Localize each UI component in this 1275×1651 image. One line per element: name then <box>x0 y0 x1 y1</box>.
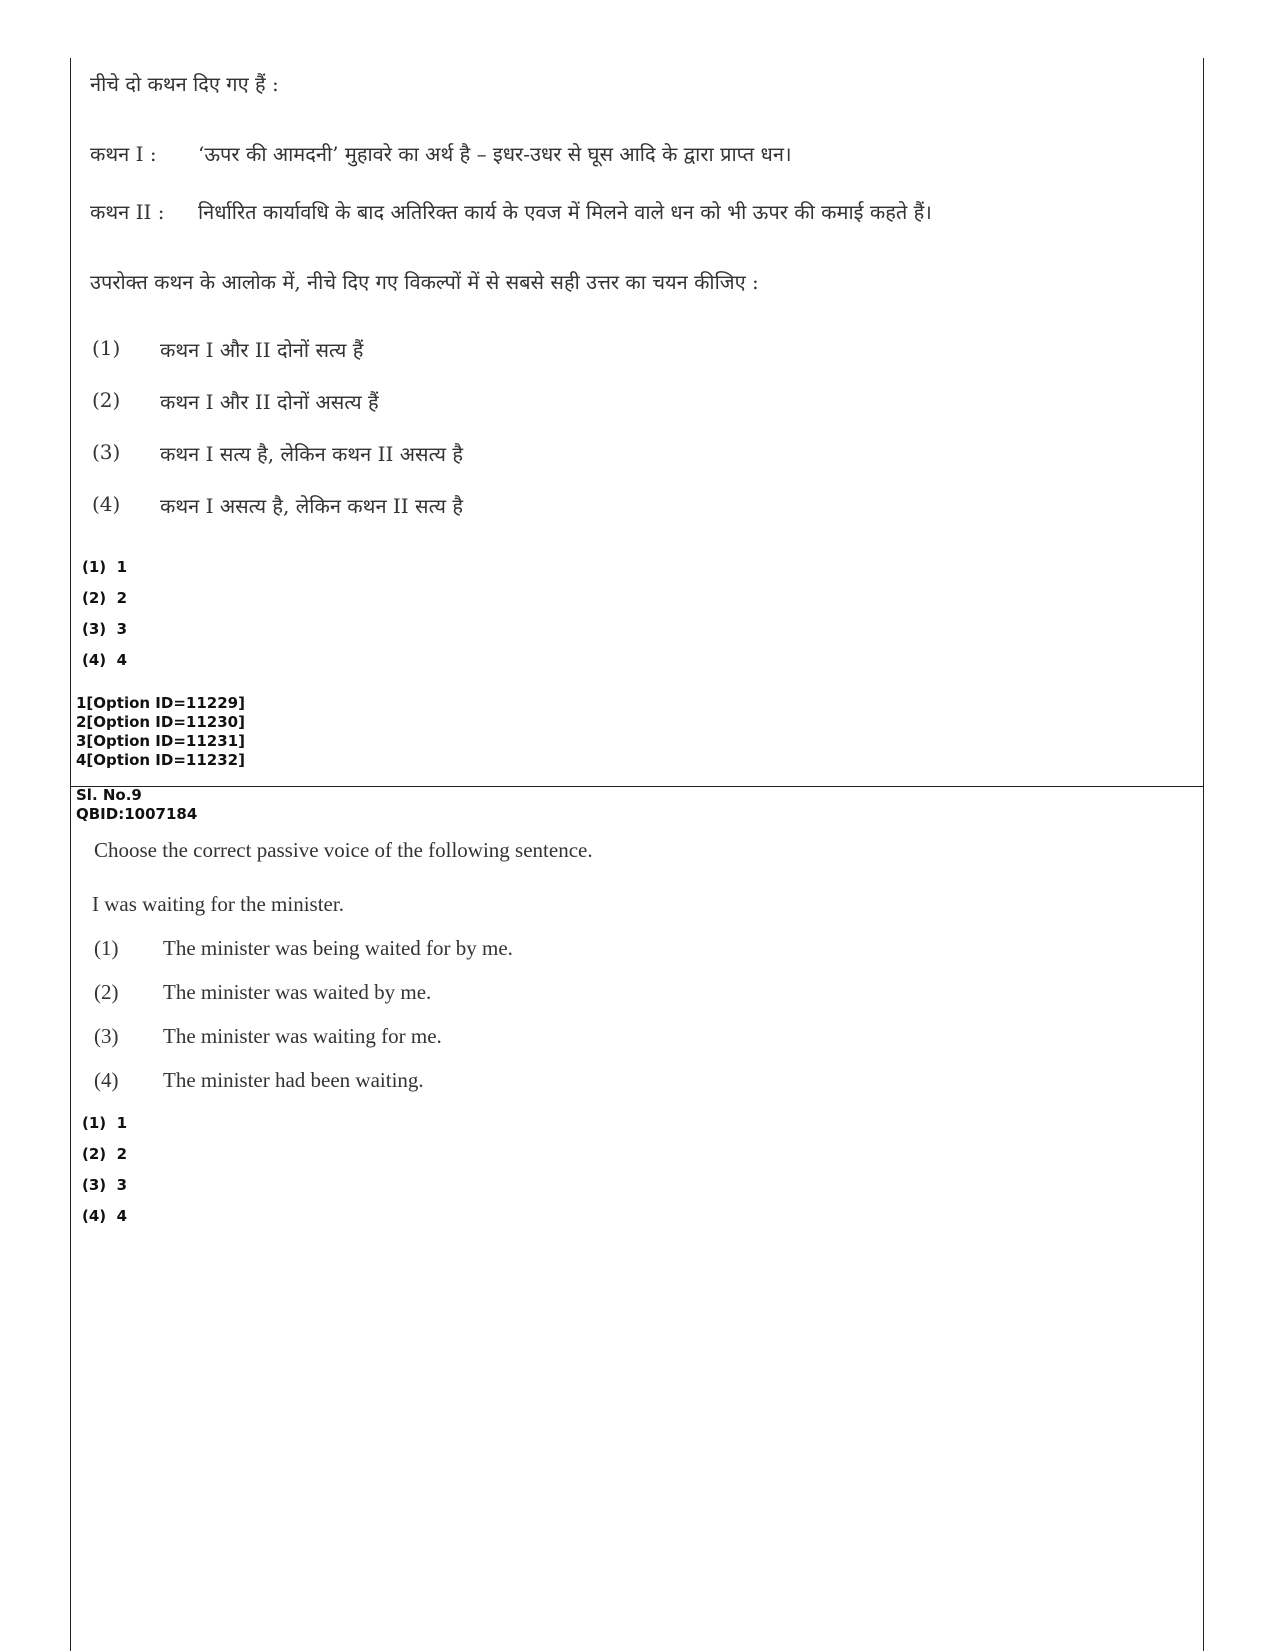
q9-option-4-num: (4) <box>94 1068 119 1092</box>
q9-option-3-text: The minister was waiting for me. <box>163 1024 442 1048</box>
q8-option-1-text: कथन I और II दोनों सत्य हैं <box>160 338 364 362</box>
q8-answer-2[interactable]: (2) 2 <box>82 589 128 607</box>
q9-answer-4[interactable]: (4) 4 <box>82 1207 128 1225</box>
q9-answer-2[interactable]: (2) 2 <box>82 1145 128 1163</box>
q8-answer-3[interactable]: (3) 3 <box>82 620 128 638</box>
q8-option-3-num: (3) <box>92 440 121 464</box>
q9-answer-3[interactable]: (3) 3 <box>82 1176 128 1194</box>
q8-option-2-num: (2) <box>92 388 121 412</box>
q9-sentence: I was waiting for the minister. <box>92 892 344 916</box>
q9-option-3-num: (3) <box>94 1024 119 1048</box>
q9-question: Choose the correct passive voice of the following sentence. <box>94 838 593 862</box>
q8-statement-1-text: ‘ऊपर की आमदनी’ मुहावरे का अर्थ है – इधर-उधर से घूस आदि के द्वारा प्राप्त धन। <box>198 142 792 166</box>
q8-statement-2-text: निर्धारित कार्यावधि के बाद अतिरिक्त कार्य के एवज में मिलने वाले धन को भी ऊपर की कमाई कहते हैं। <box>198 200 932 224</box>
q9-option-1-num: (1) <box>94 936 119 960</box>
q8-answer-1[interactable]: (1) 1 <box>82 558 128 576</box>
q8-option-id-4: 4[Option ID=11232] <box>76 751 245 769</box>
q8-option-4-text: कथन I असत्य है, लेकिन कथन II सत्य है <box>160 494 463 518</box>
q8-option-id-3: 3[Option ID=11231] <box>76 732 245 750</box>
q9-option-1-text: The minister was being waited for by me. <box>163 936 513 960</box>
q9-option-2-text: The minister was waited by me. <box>163 980 432 1004</box>
q8-instruction: उपरोक्त कथन के आलोक में, नीचे दिए गए विकल्पों में से सबसे सही उत्तर का चयन कीजिए : <box>90 270 759 294</box>
q8-statement-2-label: कथन II : <box>90 200 165 224</box>
q8-option-2-text: कथन I और II दोनों असत्य हैं <box>160 390 379 414</box>
q8-answer-4[interactable]: (4) 4 <box>82 651 128 669</box>
q9-answer-1[interactable]: (1) 1 <box>82 1114 128 1132</box>
q8-intro: नीचे दो कथन दिए गए हैं : <box>90 72 279 96</box>
q8-option-id-1: 1[Option ID=11229] <box>76 694 245 712</box>
question-divider <box>70 786 1204 787</box>
q9-qbid: QBID:1007184 <box>76 805 198 823</box>
q8-option-3-text: कथन I सत्य है, लेकिन कथन II असत्य है <box>160 442 463 466</box>
q9-option-2-num: (2) <box>94 980 119 1004</box>
q8-option-4-num: (4) <box>92 492 121 516</box>
q8-statement-1-label: कथन I : <box>90 142 157 166</box>
q8-option-1-num: (1) <box>92 336 121 360</box>
q8-option-id-2: 2[Option ID=11230] <box>76 713 245 731</box>
q9-option-4-text: The minister had been waiting. <box>163 1068 424 1092</box>
q9-sl-no: Sl. No.9 <box>76 786 142 804</box>
